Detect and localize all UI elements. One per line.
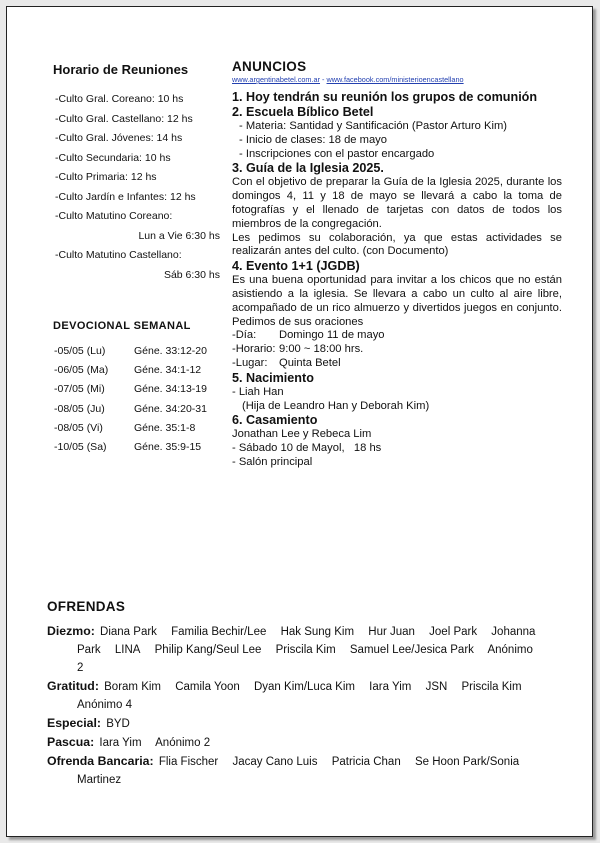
offering-name: Priscila Kim — [275, 644, 336, 656]
offering-name: Joel Park — [429, 626, 478, 638]
day-value: Domingo 11 de mayo — [279, 329, 385, 342]
schedule-item: -Culto Primaria: 12 hs — [55, 171, 157, 183]
offering-name: LINA — [114, 644, 141, 656]
offering-name: Patricia Chan — [331, 756, 401, 768]
announcements-section — [232, 59, 562, 470]
announcement-4-time — [232, 343, 562, 357]
offering-label: Gratitud: — [47, 679, 99, 693]
devotional-reference: Géne. 33:12-20 — [134, 344, 207, 357]
offering-name: Anónimo 2 — [155, 737, 211, 749]
announcement-6-line: Jonathan Lee y Rebeca Lim — [232, 428, 372, 441]
offerings-list — [47, 622, 552, 789]
devotional-reference: Géne. 35:1-8 — [134, 421, 196, 434]
offering-name: Priscila Kim — [461, 681, 522, 693]
announcement-5-line: (Hija de Leandro Han y Deborah Kim) — [242, 399, 430, 412]
offering-name: Se Hoon Park/Sonia Martinez — [77, 756, 520, 786]
offering-label: Especial: — [47, 716, 101, 730]
announcement-5-line: - Liah Han — [232, 385, 284, 398]
time-value: 9:00 ~ 18:00 hrs. — [279, 343, 364, 356]
devotional-date: -07/05 (Mi) — [54, 383, 105, 396]
offering-group — [47, 714, 552, 733]
offering-group — [47, 733, 552, 752]
devotional-date: -08/05 (Vi) — [54, 421, 103, 434]
schedule-item-time: Lun a Vie 6:30 hs — [138, 229, 220, 242]
announcement-2-line: - Inicio de clases: 18 de mayo — [239, 133, 387, 146]
devotional-row — [54, 341, 207, 360]
offering-name: Diana Park — [100, 626, 157, 638]
schedule-item: -Culto Jardín e Infantes: 12 hs — [55, 190, 196, 203]
devotional-reference: Géne. 34:1-12 — [134, 363, 202, 376]
announcements-title: ANUNCIOS — [232, 59, 307, 74]
devotional-row — [54, 380, 207, 399]
announcement-5-heading: 5. Nacimiento — [232, 370, 314, 385]
offering-label: Diezmo: — [47, 624, 95, 638]
devotional-row — [54, 360, 207, 379]
schedule-list — [55, 90, 220, 285]
schedule-item: -Culto Gral. Jóvenes: 14 hs — [55, 132, 183, 144]
offering-name: Anónimo 2 — [77, 644, 533, 674]
announcement-4-day — [232, 329, 562, 343]
offering-name: Anónimo 4 — [77, 699, 132, 711]
devotional-table — [54, 341, 207, 457]
schedule-item: -Culto Gral. Coreano: 10 hs — [55, 93, 184, 105]
announcement-6-line: - Salón principal — [232, 455, 313, 468]
offering-name: Johanna Park — [77, 626, 536, 656]
offering-name: Hur Juan — [368, 626, 415, 638]
devotional-date: -08/05 (Ju) — [54, 402, 105, 415]
announcement-6-heading: 6. Casamiento — [232, 413, 318, 428]
devotional-reference: Géne. 35:9-15 — [134, 441, 202, 454]
facebook-link[interactable]: www.facebook.com/ministerioencastellano — [326, 75, 464, 84]
announcement-2-heading: 2. Escuela Bíblico Betel — [232, 105, 374, 119]
schedule-item-time: Sáb 6:30 hs — [163, 268, 220, 281]
website-link[interactable]: www.argentinabetel.com.ar — [232, 75, 321, 84]
announcement-2-line: - Inscripciones con el pastor encargado — [239, 147, 435, 160]
announcement-3-heading: 3. Guía de la Iglesia 2025. — [232, 161, 384, 176]
offering-name: BYD — [106, 718, 130, 730]
offering-group — [47, 622, 552, 677]
announcement-3-paragraph: Con el objetivo de preparar la Guía de la Iglesia 2025, durante los domingos 4, 11 y 18 de mayo se llevará a cabo la toma de fotografías y el llenado de tarjetas con datos de todos los miembros de la congregación. — [232, 176, 562, 230]
offering-name: Iara Yim — [369, 681, 412, 693]
offering-name: Flia Fischer — [158, 756, 219, 768]
schedule-item: -Culto Matutino Coreano: — [55, 210, 173, 222]
offering-name: JSN — [425, 681, 448, 693]
offering-name: Dyan Kim/Luca Kim — [253, 681, 355, 693]
announcement-1-heading: 1. Hoy tendrán su reunión los grupos de comunión — [232, 90, 538, 104]
offering-name: Camila Yoon — [175, 681, 240, 693]
announcement-6-line: - Sábado 10 de Mayol, 18 hs — [232, 442, 382, 455]
announcement-4-paragraph: Es una buena oportunidad para invitar a los chicos que no están asistiendo a la iglesia. Se llevara a cabo un culto al aire libre, acompañado de un rico almuerzo y divertidos juegos en conjunto. Pedimos de sus oraciones — [232, 274, 562, 328]
offering-label: Pascua: — [47, 735, 95, 749]
offering-label: Ofrenda Bancaria: — [47, 754, 154, 768]
link-separator: - — [320, 75, 327, 84]
offering-name: Boram Kim — [104, 681, 161, 693]
schedule-item: -Culto Matutino Castellano: — [55, 249, 182, 261]
devotional-row — [54, 399, 207, 418]
offering-group — [47, 677, 552, 714]
offering-name: Familia Bechir/Lee — [171, 626, 267, 638]
offering-name: Philip Kang/Seul Lee — [154, 644, 262, 656]
schedule-item: -Culto Gral. Castellano: 12 hs — [55, 112, 193, 125]
devotional-row — [54, 418, 207, 437]
place-label: -Lugar: — [232, 356, 268, 369]
announcement-4-heading: 4. Evento 1+1 (JGDB) — [232, 259, 360, 274]
offering-name: Jacay Cano Luis — [232, 756, 318, 768]
offering-name: Samuel Lee/Jesica Park — [349, 644, 474, 656]
bulletin-page — [6, 6, 593, 837]
schedule-item: -Culto Secundaria: 10 hs — [55, 151, 171, 164]
announcement-3-paragraph: Les pedimos su colaboración, ya que estas actividades se realizarán antes del culto. (con Documento) — [232, 231, 562, 258]
time-label: -Horario: — [232, 343, 276, 356]
announcement-2-line: - Materia: Santidad y Santificación (Pastor Arturo Kim) — [239, 120, 507, 132]
devotional-row — [54, 437, 207, 456]
devotional-date: -05/05 (Lu) — [54, 344, 106, 357]
announcement-4-place — [232, 357, 562, 371]
devotional-reference: Géne. 34:20-31 — [134, 402, 207, 415]
devotional-date: -10/05 (Sa) — [54, 441, 107, 454]
offering-name: Iara Yim — [99, 737, 142, 749]
offering-name: Hak Sung Kim — [280, 626, 355, 638]
devotional-reference: Géne. 34:13-19 — [134, 383, 207, 396]
day-label: -Día: — [232, 329, 257, 342]
place-value: Quinta Betel — [279, 356, 341, 369]
offerings-title: OFRENDAS — [47, 599, 126, 614]
offering-group — [47, 752, 552, 789]
links-line — [232, 75, 562, 85]
devotional-title: DEVOCIONAL SEMANAL — [53, 320, 191, 332]
devotional-date: -06/05 (Ma) — [54, 363, 109, 376]
schedule-title: Horario de Reuniones — [53, 62, 189, 77]
